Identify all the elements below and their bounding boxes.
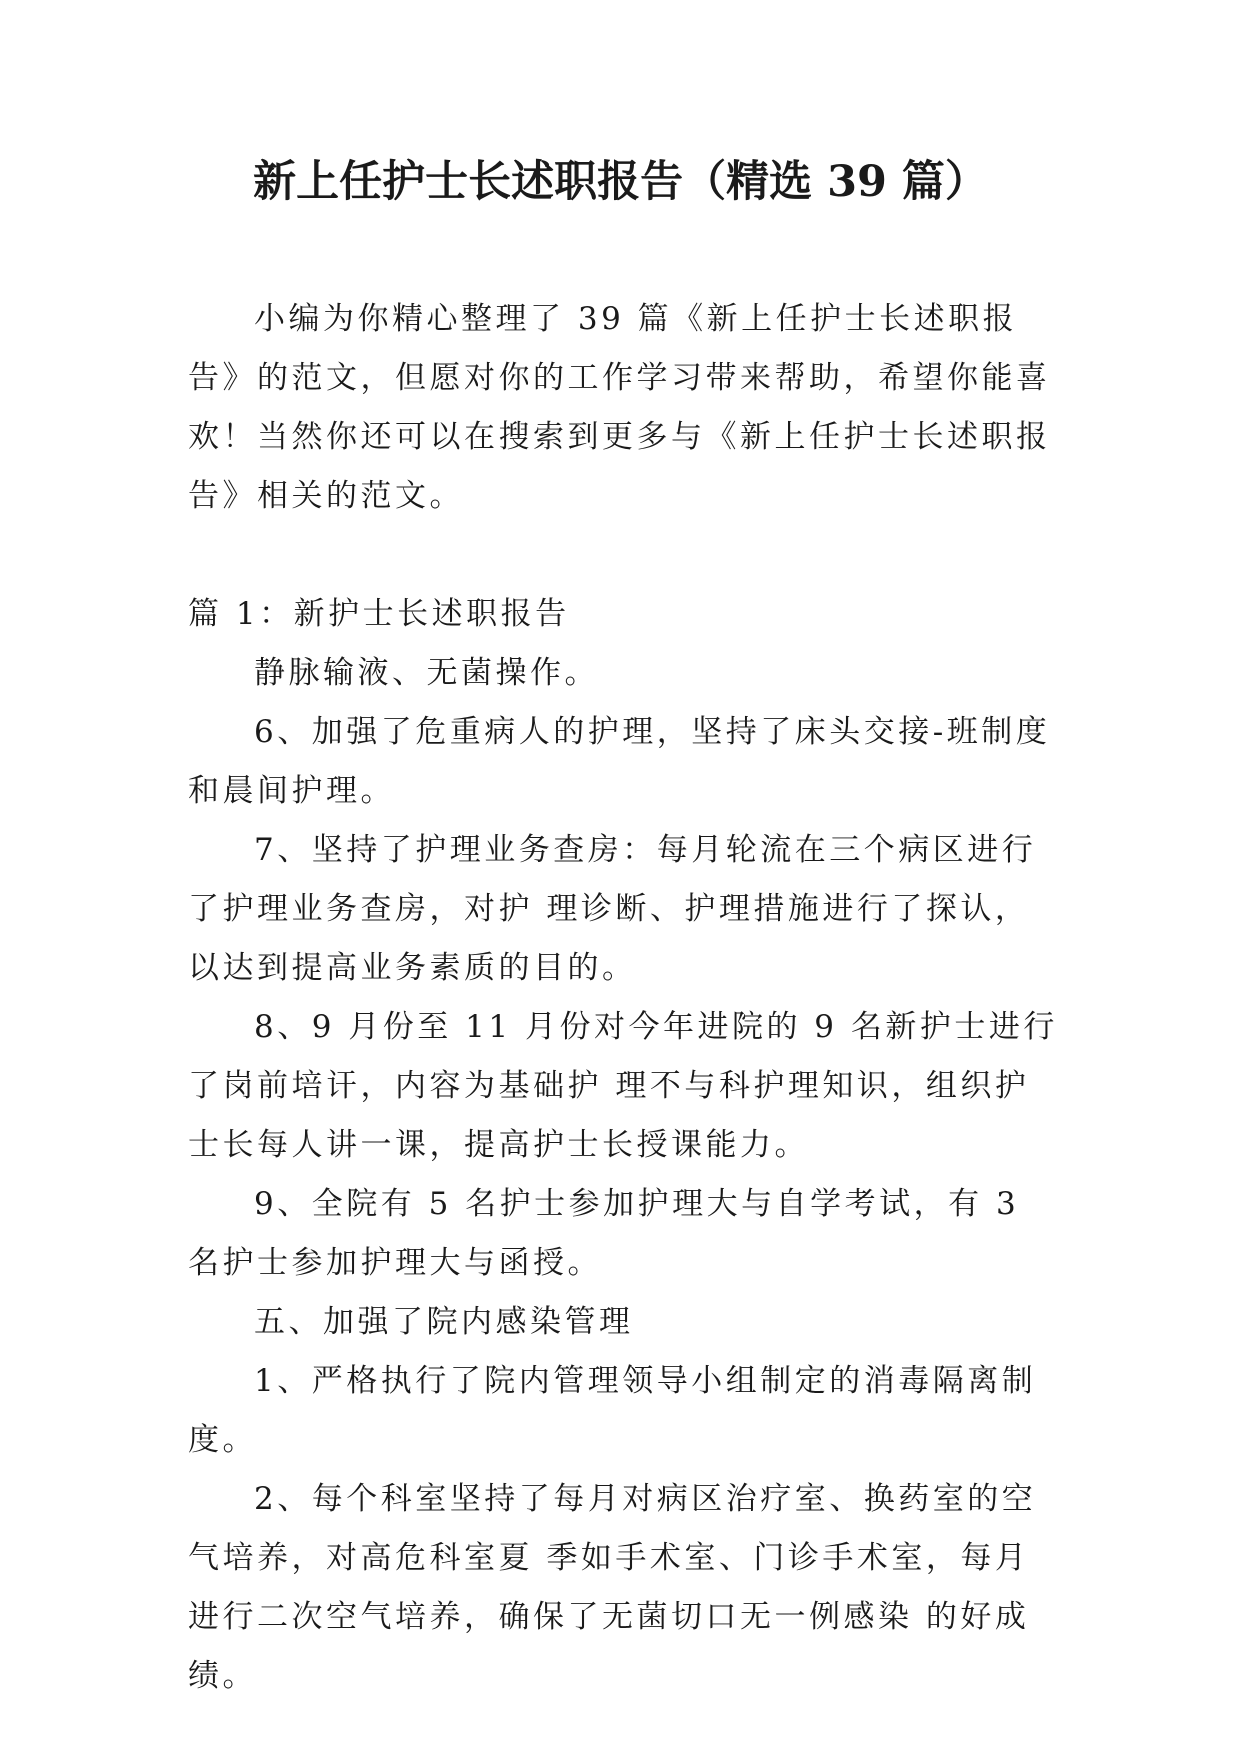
body-paragraph: 2、每个科室坚持了每月对病区治疗室、换药室的空气培养，对高危科室夏 季如手术室、门诊手术室，每月进行二次空气培养，确保了无菌切口无一例感染 的好成绩。 (188, 1481, 1037, 1694)
body-paragraph: 6、加强了危重病人的护理，坚持了床头交接-班制度和晨间护理。 (188, 714, 1051, 809)
document-body (188, 290, 1058, 1706)
body-paragraph: 静脉输液、无菌操作。 (254, 655, 599, 691)
body-paragraph: 7、坚持了护理业务查房：每月轮流在三个病区进行了护理业务查房，对护 理诊断、护理措施进行了探认，以达到提高业务素质的目的。 (188, 832, 1037, 986)
body-paragraph: 8、9 月份至 11 月份对今年进院的 9 名新护士进行了岗前培讦，内容为基础护 理不与科护理知识，组织护士长每人讲一课，提高护士长授课能力。 (188, 1009, 1058, 1163)
intro-paragraph: 小编为你精心整理了 39 篇《新上任护士长述职报告》的范文，但愿对你的工作学习带来帮助，希望你能喜欢！当然你还可以在搜索到更多与《新上任护士长述职报告》相关的范文。 (188, 301, 1051, 514)
body-paragraph: 1、严格执行了院内管理领导小组制定的消毒隔离制度。 (188, 1363, 1037, 1458)
section-heading: 篇 1：新护士长述职报告 (188, 596, 570, 632)
subsection-heading: 五、加强了院内感染管理 (254, 1304, 634, 1340)
body-paragraph: 9、全院有 5 名护士参加护理大与自学考试，有 3 名护士参加护理大与函授。 (188, 1186, 1020, 1281)
document-title: 新上任护士长述职报告（精选 39 篇） (253, 157, 988, 207)
